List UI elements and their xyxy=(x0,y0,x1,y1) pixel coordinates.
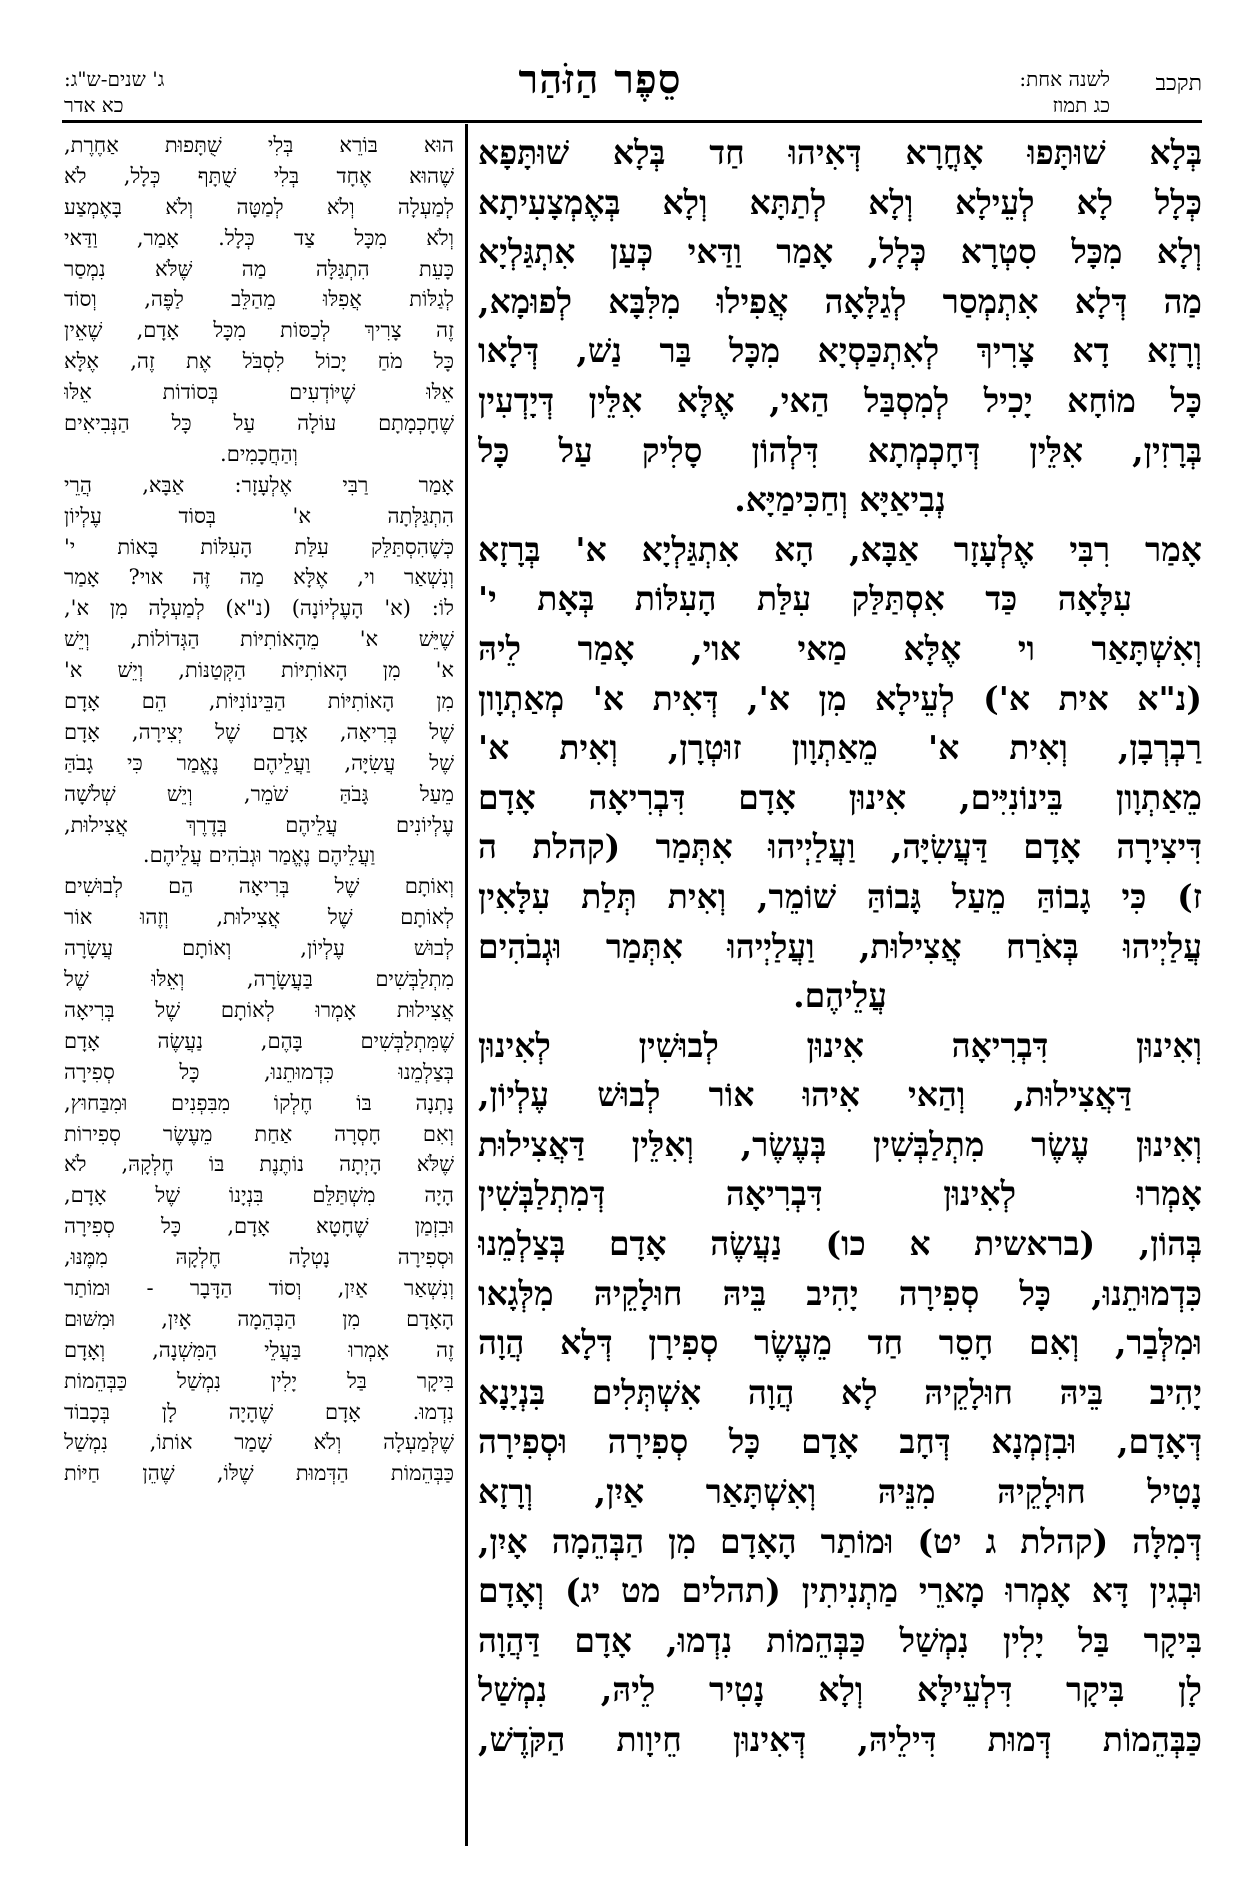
schedule-three-years: ג' שנים-ש"ג: xyxy=(64,67,165,91)
header-left-schedule xyxy=(64,66,324,126)
side-text-line: בִּיקָר בַּל יָלִין נִמְשַׁל כַּבְּהֵמוֹת xyxy=(64,1368,454,1393)
main-text-line: ז) כִּי גָבוֹהַּ מֵעַל גָּבוֹהַּ שׁוֹמֵר, וְאִית תְּלַת עִלָּאִין xyxy=(478,876,1202,916)
side-text-line: אָמַר רַבִּי אֶלְעָזָר: אַבָּא, הֲרֵי xyxy=(64,472,454,497)
side-text-line: שֶׁלֹּא הָיְתָה נוֹתֶנֶת בּוֹ חֶלְקָהּ, לֹא xyxy=(64,1152,454,1177)
side-text-line: מִתְלַבְּשִׁים בַּעֲשָׂרָה, וְאֵלּוּ שֶׁל xyxy=(64,967,454,992)
side-text-line: נָתְנָה בּוֹ חֶלְקוֹ מִבִּפְנִים וּמִבַּחוּץ, xyxy=(64,1090,454,1115)
side-text-line: שֶׁמִּתְלַבְּשִׁים בָּהֶם, נַעֲשֶׂה אָדָם xyxy=(64,1028,454,1053)
column-divider xyxy=(465,124,468,1846)
main-text-line: כָּל מוֹחָא יָכִיל לְמִסְבַּל הַאי, אֶלָּא אִלֵּין דְּיָדְעִין xyxy=(478,380,1202,420)
side-text-line: שֶׁלְּמַעְלָה וְלֹא שָׁמַר אוֹתוֹ, נִמְשַׁל xyxy=(64,1430,454,1455)
side-text-line: לְמַעְלָה וְלֹא לְמַטָּה וְלֹא בָּאֶמְצַע xyxy=(64,194,454,219)
side-text-line: שֶׁיֵּשׁ א' מֵהָאוֹתִיּוֹת הַגְּדוֹלוֹת, וְיֵשׁ xyxy=(64,627,454,652)
main-text-line: בְּרָזִין, אִלֵּין דְּחָכְמְתָא דִּלְהוֹן סָלִיק עַל כָּל xyxy=(478,430,1202,470)
main-text-line: מַה דְּלָא אִתְמְסַר לְגַלָּאָה אֲפִילוּ מִלִּבָּא לְפוּמָא, xyxy=(478,281,1202,321)
schedule-one-year: לשנה אחת: xyxy=(1019,67,1110,91)
side-text-line: זֶה אָמְרוּ בַּעֲלֵי הַמִּשְׁנָה, וְאָדָם xyxy=(64,1337,454,1362)
side-text-line: אֵלּוּ שֶׁיּוֹדְעִים בְּסוֹדוֹת אֵלּוּ xyxy=(64,380,454,405)
side-text-line: וְנִשְׁאַר וי, אֶלָּא מַה זֶּה אוי? אָמַר xyxy=(64,565,454,590)
side-text-line: שֶׁחָכְמָתָם עוֹלָה עַל כָּל הַנְּבִיאִים xyxy=(64,411,454,436)
side-text-line: וְאִם חָסְרָה אַחַת מֵעֶשֶׂר סְפִירוֹת xyxy=(64,1121,454,1146)
main-text-line: נָטִיל חוּלָקֵיהּ מִנֵּיהּ וְאִשְׁתָּאַר אַיִן, וְרָזָא xyxy=(478,1472,1202,1512)
side-text-line: וְלֹא מִכָּל צַד כְּלָל. אָמַר, וַדַּאי xyxy=(64,225,454,250)
main-text-line: אָמְרוּ לְאִינוּן דִּבְרִיאָה דְּמִתְלַבְּשִׁין xyxy=(478,1174,1202,1214)
main-text-line: וְאִינוּן דִּבְרִיאָה אִינוּן לְבוּשִׁין לְאִינוּן xyxy=(478,1025,1202,1065)
main-text-line: בְּהוֹן, (בראשית א כו) נַעֲשֶׂה אָדָם בְּצַלְמֵנוּ xyxy=(478,1224,1202,1264)
main-text-line: אָמַר רִבִּי אֶלְעָזָר אַבָּא, הָא אִתְגַּלְיָא א' בְּרָזָא xyxy=(478,529,1202,569)
side-text-line: א' מִן הָאוֹתִיּוֹת הַקְּטַנּוֹת, וְיֵשׁ א' xyxy=(64,658,454,683)
side-text-line: עֶלְיוֹנִים עֲלֵיהֶם בְּדֶרֶךְ אֲצִילוּת, xyxy=(64,812,454,837)
page-number: תקכב xyxy=(1155,71,1202,96)
side-text-line: מֵעַל גָּבֹהַּ שֹׁמֵר, וְיֵשׁ שְׁלֹשָׁה xyxy=(64,781,454,806)
main-text-line: וּבְגִין דָּא אָמְרוּ מָארֵי מַתְנִיתִין (תהלים מט יג) וְאָדָם xyxy=(478,1571,1202,1611)
hebrew-translation-column xyxy=(64,130,454,1850)
side-text-line: וּבִזְמַן שֶׁחָטָא אָדָם, כָּל סְפִירָה xyxy=(64,1214,454,1239)
main-text-line: יָהִיב בֵּיהּ חוּלָקֵיהּ לָא הֲוָה אִשְׁתְּלִים בִּנְיָנָא xyxy=(478,1372,1202,1412)
main-text-line: וְאִשְׁתָּאַר וי אֶלָּא מַאי אוי, אָמַר לֵיהּ xyxy=(478,628,1202,668)
side-text-line: שֶׁהוּא אֶחָד בְּלִי שֻׁתָּף כְּלָל, לֹא xyxy=(64,163,454,188)
main-text-line: בְּלָא שׁוּתָּפוּ אָחֳרָא דְּאִיהוּ חַד בְּלָא שׁוּתָּפָא xyxy=(478,133,1202,172)
side-text-line: וְאוֹתָם שֶׁל בְּרִיאָה הֵם לְבוּשִׁים xyxy=(64,874,454,899)
schedule-one-year-date: כג תמוז xyxy=(1052,93,1110,117)
side-text-line: לְבוּשׁ עֶלְיוֹן, וְאוֹתָם עֲשָׂרָה xyxy=(64,936,454,961)
main-text-line: עֲלַיְיהוּ בְּאֹרַח אֲצִילוּת, וַעֲלַיְיהוּ אִתְּמַר וּגְבֹהִים xyxy=(478,926,1202,966)
side-text-line: כָּל מֹחַ יָכוֹל לִסְבֹּל אֶת זֶה, אֶלָּא xyxy=(64,349,454,374)
main-text-line: דִּיצִירָה אָדָם דַּעֲשִׂיָּה, וַעֲלַיְיהוּ אִתְּמַר (קהלת ה xyxy=(478,827,1202,867)
main-text-line: עִלָּאָה כַּד אִסְתַּלַּק עִלַּת הָעִלּוֹת בְּאָת י' xyxy=(478,579,1132,619)
main-text-line: בִּיקָר בַּל יָלִין נִמְשַׁל כַּבְּהֵמוֹת נִדְמוּ, אָדָם דַּהֲוָה xyxy=(478,1620,1202,1660)
main-text-line: נְבִיאַיָּא וְחַכִּימַיָּא. xyxy=(734,480,946,520)
side-text-line: אֲצִילוּת אָמְרוּ לְאוֹתָם שֶׁל בְּרִיאָה xyxy=(64,997,454,1022)
main-text-line: וְלָא מִכָּל סִטְרָא כְּלָל, אָמַר וַדַּאי כְּעַן אִתְגַּלְיָא xyxy=(478,232,1202,272)
book-title: סֵפֶר הַזֹּהַר xyxy=(518,56,682,103)
main-text-line: דְּמִלָּה (קהלת ג יט) וּמוֹתַר הָאָדָם מִן הַבְּהֵמָה אָיִן, xyxy=(478,1521,1202,1561)
main-text-line: עֲלֵיהֶם. xyxy=(793,976,887,1016)
side-text-line: נִדְמוּ. אָדָם שֶׁהָיָה לָן בְּכָבוֹד xyxy=(64,1399,454,1424)
side-text-line: לְאוֹתָם שֶׁל אֲצִילוּת, וְזֶהוּ אוֹר xyxy=(64,905,454,930)
aramaic-text-column xyxy=(478,128,1202,1848)
schedule-three-years-date: כא אדר xyxy=(64,93,124,117)
side-text-line: לוֹ: (א' הָעֶלְיוֹנָה) (נ"א) לְמַעְלָה מִן א', xyxy=(64,596,454,621)
side-text-line: וַעֲלֵיהֶם נֶאֱמַר וּגְבֹהִים עֲלֵיהֶם. xyxy=(142,843,376,868)
main-text-line: וְאִינוּן עֶשֶׂר מִתְלַבְּשִׁין בְּעֶשֶׂר, וְאִלֵּין דַּאֲצִילוּת xyxy=(478,1124,1202,1164)
side-text-line: שֶׁל בְּרִיאָה, אָדָם שֶׁל יְצִירָה, אָדָם xyxy=(64,719,454,744)
main-text-line: כְּלָל לָא לְעֵילָא וְלָא לְתַתָּא וְלָא בְּאֶמְצָעִיתָא xyxy=(478,182,1202,222)
header-rule xyxy=(62,120,1202,123)
main-text-line: כִּדְמוּתֵנוּ, כָּל סְפִירָה יָהִיב בֵּיהּ חוּלָקֵיהּ מִלְּגָאו xyxy=(478,1273,1202,1313)
main-text-line: כַּבְּהֵמוֹת דְּמוּת דִּילֵיהּ, דְּאִינוּן חֵיוָות הַקֹּדֶשׁ, xyxy=(478,1720,1202,1759)
side-text-line: כְּשֶׁהִסְתַּלֵּק עִלַּת הָעִלּוֹת בָּאוֹת י' xyxy=(64,534,454,559)
side-text-line: כַּבְּהֵמוֹת הַדְּמוּת שֶׁלּוֹ, שֶׁהֵן חַיּוֹת xyxy=(64,1461,454,1486)
main-text-line: דְּאָדָם, וּבִזְמְנָא דְּחָב אָדָם כָּל סְפִירָה וּסְפִירָה xyxy=(478,1422,1202,1462)
main-text-line: (נ"א אית א') לְעֵילָא מִן א', דְּאִית א' מְאַתְוָון xyxy=(478,678,1202,718)
main-text-line: לָן בִּיקָר דִּלְעֵילָּא וְלָא נָטִיר לֵיהּ, נִמְשַׁל xyxy=(478,1670,1202,1710)
side-text-line: הוּא בּוֹרֵא בְּלִי שֻׁתָּפוּת אַחֶרֶת, xyxy=(64,133,454,157)
main-text-line: וְרָזָא דָא צָרִיךְ לְאִתְכַּסְיָא מִכָּל בַּר נַשׁ, דְּלָאו xyxy=(478,331,1202,371)
side-text-line: כָּעֵת הִתְגַּלָּה מַה שֶּׁלֹּא נִמְסַר xyxy=(64,256,454,281)
main-text-line: דַּאֲצִילוּת, וְהַאי אִיהוּ אוֹר לְבוּשׁ עֶלְיוֹן, xyxy=(478,1075,1132,1115)
side-text-line: וּסְפִירָה נָטְלָה חֶלְקָהּ מִמֶּנּוּ, xyxy=(64,1245,454,1270)
side-text-line: שֶׁל עֲשִׂיָּה, וַעֲלֵיהֶם נֶאֱמַר כִּי גָבֹהַּ xyxy=(64,750,454,775)
side-text-line: וְנִשְׁאַר אַיִן, וְסוֹד הַדָּבָר - וּמוֹתַר xyxy=(64,1275,454,1300)
side-text-line: מִן הָאוֹתִיּוֹת הַבֵּינוֹנִיּוֹת, הֵם אָדָם xyxy=(64,689,454,714)
side-text-line: הָיָה מִשְׁתַּלֵּם בִּנְיָנוֹ שֶׁל אָדָם, xyxy=(64,1183,454,1208)
main-text-line: רַבְרְבָן, וְאִית א' מֵאַתְוָון זוּטְרָן, וְאִית א' xyxy=(478,728,1202,768)
main-text-line: וּמִלְּבַר, וְאִם חָסֵר חַד מֵעֶשֶׂר סְפִירָן דְּלָא הֲוָה xyxy=(478,1323,1202,1363)
header-right-schedule xyxy=(960,66,1110,126)
side-text-line: בְּצַלְמֵנוּ כִּדְמוּתֵנוּ, כָּל סְפִירָה xyxy=(64,1059,454,1084)
side-text-line: הִתְגַּלְּתָה א' בְּסוֹד עֶלְיוֹן xyxy=(64,503,454,528)
side-text-line: לְגַלּוֹת אֲפִלּוּ מֵהַלֵּב לַפֶּה, וְסוֹד xyxy=(64,287,454,312)
main-text-line: מֵאַתְוָון בֵּינוֹנִיִּים, אִינוּן אָדָם דִּבְרִיאָה אָדָם xyxy=(478,777,1202,817)
side-text-line: הָאָדָם מִן הַבְּהֵמָה אָיִן, וּמִשּׁוּם xyxy=(64,1306,454,1331)
side-text-line: וְהַחֲכָמִים. xyxy=(220,441,298,466)
side-text-line: זֶה צָרִיךְ לְכַסּוֹת מִכָּל אָדָם, שֶׁאֵין xyxy=(64,318,454,343)
